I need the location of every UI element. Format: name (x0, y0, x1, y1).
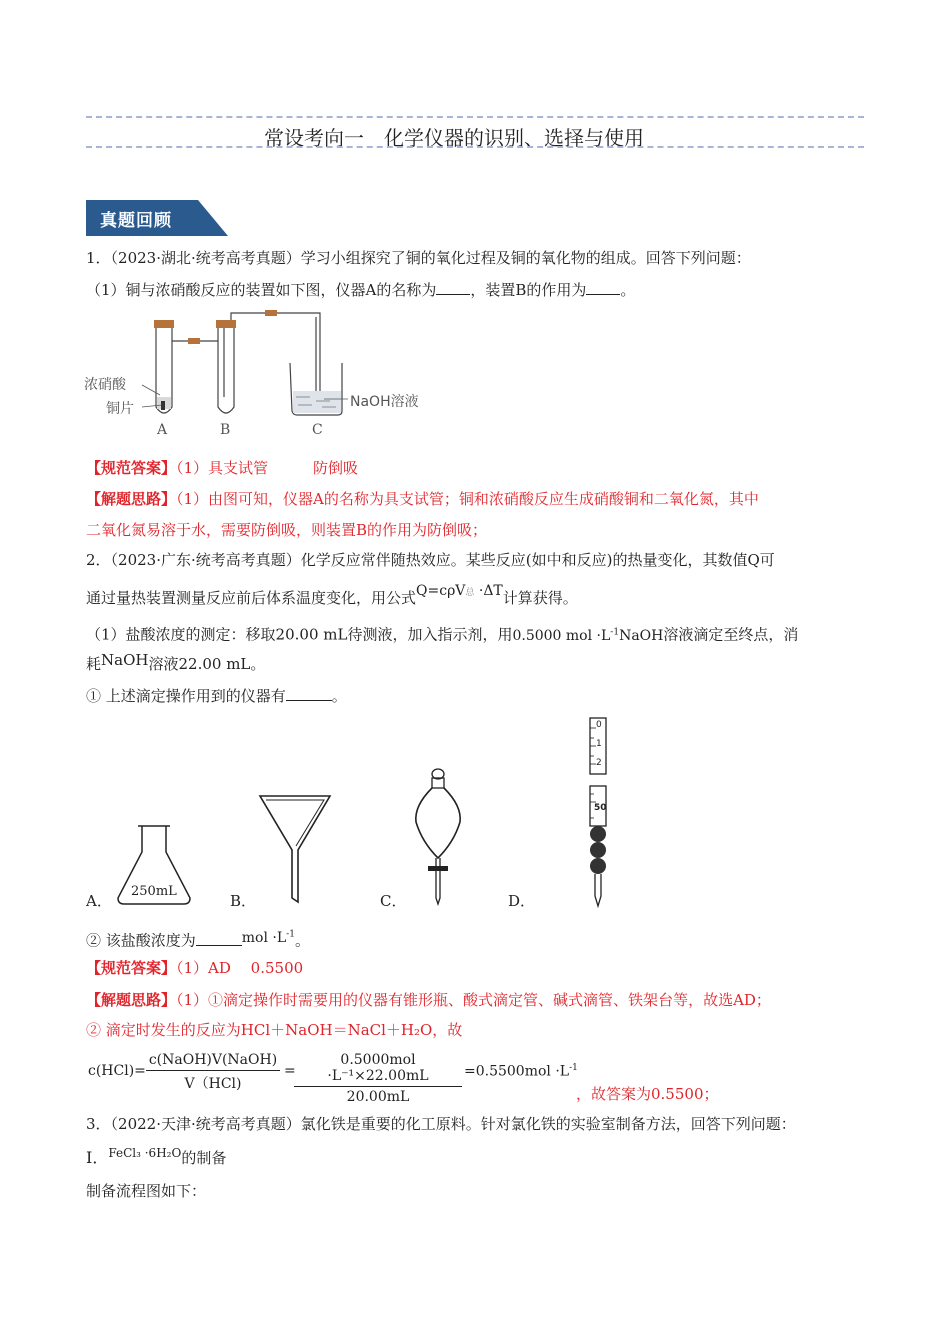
label-copper: 铜片 (106, 401, 134, 417)
q2-sub2: ② 该盐酸浓度为 mol $\cdot L^{-1}$。 (86, 929, 310, 950)
label-a: A (157, 422, 168, 438)
q1-analysis-2: 二氧化氮易溶于水，需要防倒吸，则装置B的作用为防倒吸； (86, 521, 488, 539)
q2-part1: （1）盐酸浓度的测定：移取20.00 mL待测液，加入指示剂，用0.5000 mol $\cdot L^{-1}NaOH$溶液滴定至终点，消 (86, 625, 799, 644)
burette-tick-2: 2 (596, 758, 602, 768)
q1-analysis-1: 【解题思路】（1）由图可知，仪器A的名称为具支试管；铜和浓硝酸反应生成硝酸铜和二氧化氮，其中 (86, 490, 759, 508)
page-title: 常设考向一 化学仪器的识别、选择与使用 (264, 126, 644, 150)
burette-tick-0: 0 (596, 720, 602, 730)
q3-stem: 3．（2022·天津·统考高考真题）氯化铁是重要的化工原料。针对氯化铁的实验室制备方法，回答下列问题： (86, 1115, 796, 1133)
q2-part1-cont: 耗NaOH溶液22.00 mL。 (86, 651, 266, 673)
eq-fraction-1: c(NaOH)V(NaOH) V（HCl) (146, 1052, 280, 1093)
q2-analysis-2: ② 滴定时发生的反应为HCl＋NaOH＝NaCl＋H₂O，故 (86, 1021, 463, 1039)
q3-part1: I．$^{FeCl_3 \cdot 6H_2O}$的制备 (86, 1146, 227, 1167)
option-c: C． (380, 892, 407, 910)
q1-stem: 1．（2023·湖北·统考高考真题）学习小组探究了铜的氧化过程及铜的氧化物的组成。回答下列问题： (86, 249, 751, 267)
banner-label: 真题回顾 (100, 211, 172, 231)
label-c: C (312, 422, 323, 438)
burette-tick-1: 1 (596, 739, 602, 749)
eq-lhs: c(HCl)= (88, 1063, 146, 1079)
q1-answer: 【规范答案】（1）具支试管 防倒吸 (86, 459, 359, 477)
header-rule-bottom (86, 146, 864, 148)
q2-stem: 2．（2023·广东·统考高考真题）化学反应常伴随热效应。某些反应(如中和反应)的热量变化，其数值Q可 (86, 551, 775, 569)
funnel-icon (256, 790, 334, 906)
q2-stem-2: 通过量热装置测量反应前后体系温度变化，用公式Q=cρV总 ·ΔT计算获得。 (86, 583, 578, 607)
eq-tail: ，故答案为0.5500； (576, 1085, 719, 1103)
q2-sub1: ① 上述滴定操作用到的仪器有 。 (86, 687, 347, 705)
label-b: B (220, 422, 231, 438)
burette-tick-50: 50 (594, 803, 607, 813)
option-d: D． (508, 892, 536, 910)
flask-label: 250mL (131, 884, 177, 899)
q3-part2: 制备流程图如下： (86, 1182, 207, 1200)
separatory-funnel-icon (410, 766, 466, 906)
label-naoh: NaOH溶液 (350, 394, 419, 410)
option-b: B． (230, 892, 257, 910)
q2-analysis-1: 【解题思路】（1）①滴定操作时需要用的仪器有锥形瓶、酸式滴定管、碱式滴管、铁架台等，故选AD； (86, 991, 771, 1009)
eq-equals: = (284, 1063, 296, 1079)
label-acid: 浓硝酸 (84, 377, 126, 393)
eq-rhs: $=0.5500mol \cdot L^{-1}$ (464, 1063, 578, 1080)
q1-part1: （1）铜与浓硝酸反应的装置如下图，仪器A的名称为 ，装置B的作用为 。 (86, 281, 636, 299)
option-a: A． (86, 892, 112, 910)
q2-answer: 【规范答案】（1）AD 0.5500 (86, 959, 304, 977)
eq-fraction-2: 0.5000mol ·L⁻¹×22.00mL 20.00mL (294, 1052, 462, 1105)
apparatus-figure (84, 305, 444, 445)
header-rule-top (86, 116, 864, 118)
